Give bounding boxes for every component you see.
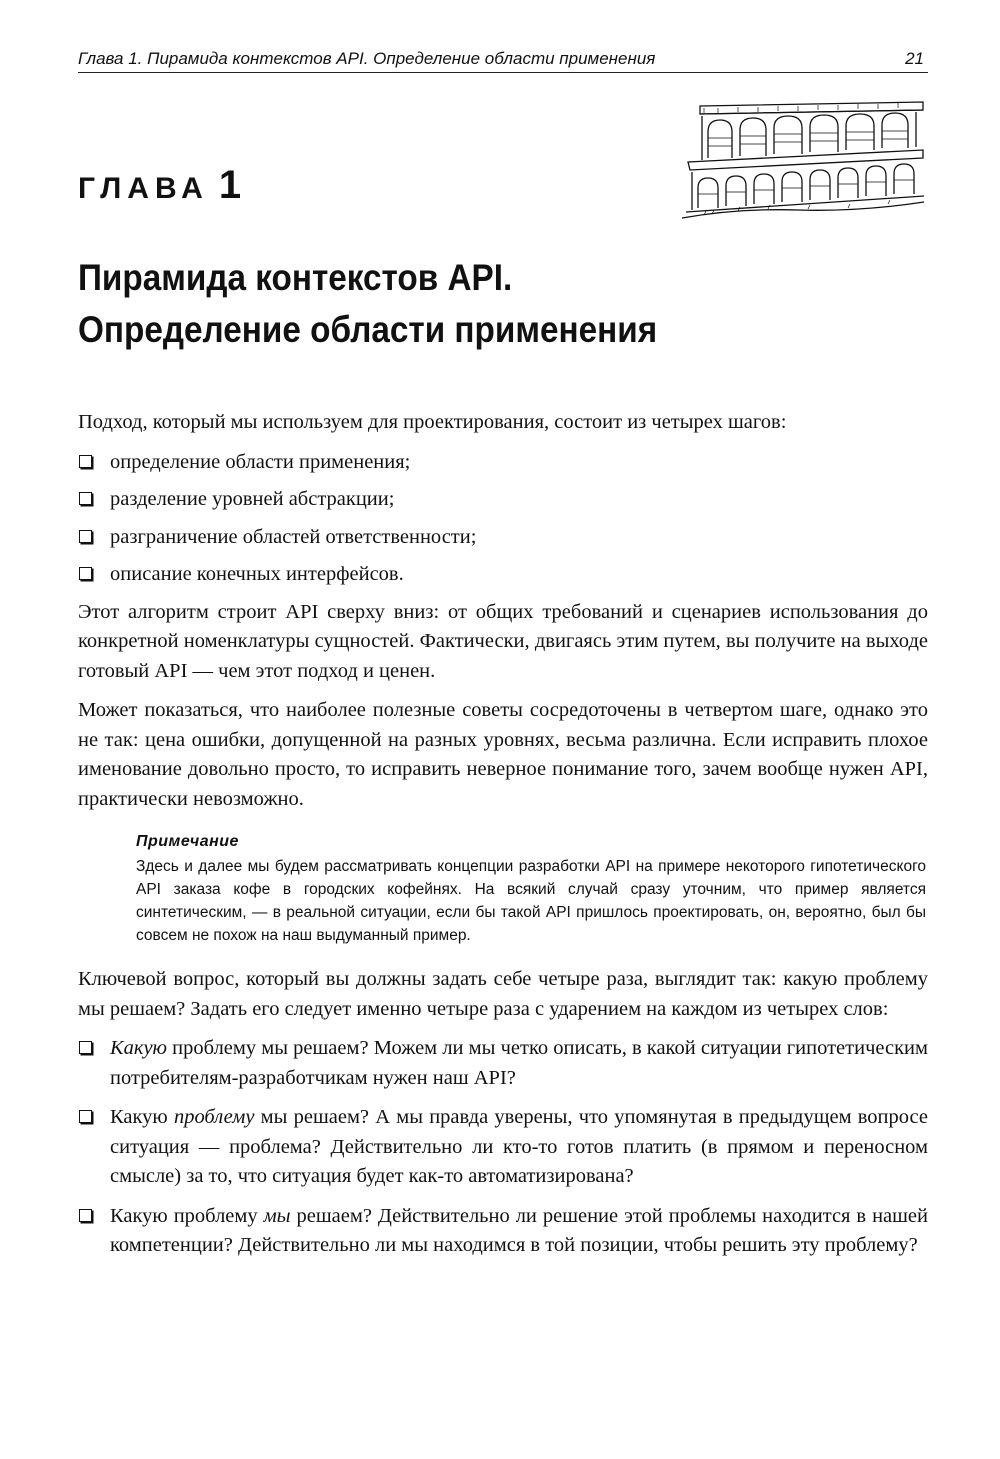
chapter-title-line1: Пирамида контекстов API. [78,257,513,298]
list-item [78,485,928,515]
list-item [78,1103,928,1192]
checkbox-bullet-icon [79,1209,92,1222]
list-item [78,1202,928,1261]
running-header [78,46,928,73]
body-text [78,408,928,1271]
question-after: проблему мы решаем? Можем ли мы четко описать, в какой ситуации гипотетическим потребителям-разработчикам нужен наш API? [110,1037,928,1089]
question-after: решаем? Действительно ли решение этой проблемы находится в нашей компетенции? Действительно ли мы находимся в той позиции, чтобы решить эту проблему? [110,1204,928,1256]
step-text: описание конечных интерфейсов. [110,563,404,585]
step-text: разделение уровней абстракции; [110,488,395,510]
question-before: Какую проблему [110,1204,264,1227]
list-item [78,560,928,590]
list-item [78,1034,928,1093]
running-title: Глава 1. Пирамида контекстов API. Определение области применения [78,49,656,68]
question-after: мы решаем? А мы правда уверены, что упомянутая в предыдущем вопросе ситуация — проблема? Действительно ли кто-то готов платить (в прямом и переносном смысле) за то, что ситуация будет как-то автоматизирована? [110,1106,928,1187]
page-number: 21 [905,49,924,68]
paragraph-key-question: Ключевой вопрос, который вы должны задать себе четыре раза, выглядит так: какую проблему мы решаем? Задать его следует именно четыре раза с ударением на каждом из четырех слов: [78,968,928,1020]
step-text: определение области применения; [110,450,411,473]
chapter-label [78,165,241,209]
paragraph-algorithm: Этот алгоритм строит API сверху вниз: от общих требований и сценариев использования до конкретной номенклатуры сущностей. Фактически, двигаясь этим путем, вы получите на выходе готовый API — чем этот подход и ценен. [78,600,928,682]
chapter-word: ГЛАВА [78,172,209,205]
questions-list [78,1034,928,1261]
aqueduct-illustration [678,92,928,224]
checkbox-bullet-icon [79,455,92,468]
checkbox-bullet-icon [79,567,92,580]
steps-list [78,448,928,590]
question-emphasis: мы [263,1204,291,1227]
checkbox-bullet-icon [79,492,92,505]
note-box [136,830,926,947]
intro-paragraph: Подход, который мы используем для проектирования, состоит из четырех шагов: [78,411,787,433]
chapter-number: 1 [218,163,242,207]
chapter-title [78,252,852,356]
note-text: Здесь и далее мы будем рассматривать концепции разработки API на примере некоторого гипотетического API заказа кофе в городских кофейнях. На всякий случай сразу уточним, что пример является синтетическим, — в реальной ситуации, если бы такой API пришлось проектировать, он, вероятно, был бы совсем не похож на наш выдуманный пример. [136,858,926,944]
question-emphasis: Какую [110,1037,168,1059]
note-title: Примечание [136,833,239,850]
list-item [78,448,928,478]
paragraph-fourth-step: Может показаться, что наиболее полезные советы сосредоточены в четвертом шаге, однако это не так: цена ошибки, допущенной на разных уровнях, весьма различна. Если исправить плохое именование довольно просто, то исправить неверное понимание того, зачем вообще нужен API, практически невозможно. [78,699,928,810]
step-text: разграничение областей ответственности; [110,525,477,548]
checkbox-bullet-icon [79,1110,92,1123]
chapter-title-line2: Определение области применения [78,309,658,350]
checkbox-bullet-icon [79,1041,92,1054]
checkbox-bullet-icon [79,530,92,543]
list-item [78,523,928,553]
question-before: Какую [110,1106,174,1128]
question-emphasis: проблему [173,1106,255,1128]
